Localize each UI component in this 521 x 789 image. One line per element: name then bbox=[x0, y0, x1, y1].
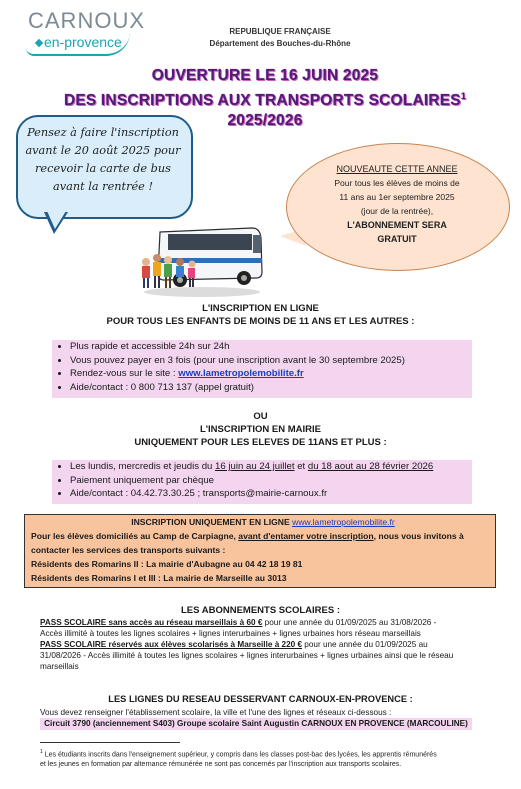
news-line2: 11 ans au 1er septembre 2025 bbox=[339, 192, 455, 202]
pass1-label: PASS SCOLAIRE sans accès au réseau marseillais à 60 € bbox=[40, 618, 263, 627]
mairie-list bbox=[52, 460, 472, 501]
period1: 16 juin au 24 juillet bbox=[215, 461, 295, 472]
reminder-text bbox=[22, 124, 184, 196]
pass1-line bbox=[40, 617, 490, 628]
carnoux-logo bbox=[24, 8, 146, 58]
list-item: • Vous pouvez payer en 3 fois (pour une inscription avant le 30 septembre 2025) bbox=[70, 354, 472, 368]
site-label: Rendez-vous sur le site : bbox=[70, 368, 179, 379]
pass2-text: pour une année du 01/09/2025 au bbox=[302, 640, 428, 649]
title-line2-text: DES INSCRIPTIONS AUX TRANSPORTS SCOLAIRES bbox=[63, 92, 461, 110]
list-item bbox=[70, 367, 472, 381]
news-heading: NOUVEAUTE CETTE ANNEE bbox=[336, 164, 458, 174]
department-label: Département des Bouches-du-Rhône bbox=[209, 39, 351, 48]
carpiagne-a: Pour les élèves domiciliés au Camp de Carpiagne, bbox=[31, 531, 239, 541]
title-line1: OUVERTURE LE 16 JUIN 2025 bbox=[151, 67, 379, 84]
list-item: • Aide/contact : 04.42.73.30.25 ; transports@mairie-carnoux.fr bbox=[70, 487, 472, 501]
mairie-title2: UNIQUEMENT POUR LES ELEVES DE 11ANS ET PLUS : bbox=[134, 437, 387, 448]
footnote-divider bbox=[40, 742, 180, 743]
days-text: Les lundis, mercredis et jeudis du bbox=[70, 461, 216, 472]
online-list-box bbox=[52, 340, 472, 398]
reminder-line1: Pensez à faire l'inscription bbox=[27, 126, 179, 139]
online-only-link[interactable]: www.lametropolemobilite.fr bbox=[292, 517, 395, 527]
online-title1: L'INSCRIPTION EN LIGNE bbox=[202, 303, 319, 314]
reminder-line2: avant le 20 août 2025 pour bbox=[25, 144, 181, 157]
mairie-title1: L'INSCRIPTION EN MAIRIE bbox=[199, 424, 321, 435]
online-section-title bbox=[0, 302, 521, 328]
news-text bbox=[312, 162, 482, 246]
school-bus-icon bbox=[140, 218, 265, 298]
list-item: • Aide/contact : 0 800 713 137 (appel gratuit) bbox=[70, 381, 472, 395]
carpiagne-line bbox=[25, 529, 495, 543]
title-line3: 2025/2026 bbox=[227, 112, 303, 130]
reseau-title: LES LIGNES DU RESEAU DESSERVANT CARNOUX-EN-PROVENCE : bbox=[108, 694, 413, 704]
title-footnote-mark: 1 bbox=[460, 91, 467, 101]
and-text: et bbox=[294, 461, 308, 472]
logo-main-text: CARNOUX bbox=[28, 8, 146, 33]
pass1-text2: Accès illimité à toutes les lignes scolaires + lignes interurbaines + lignes urbaines hors réseau marseillais bbox=[40, 629, 421, 638]
news-line5: GRATUIT bbox=[377, 234, 417, 244]
mairie-section-title bbox=[0, 410, 521, 449]
reminder-bubble-tail-inner bbox=[47, 211, 66, 229]
romarins-1-3-line: Résidents des Romarins I et III : La mairie de Marseille au 3013 bbox=[31, 573, 287, 583]
news-line4: L'ABONNEMENT SERA bbox=[347, 220, 447, 230]
footnote-line1 bbox=[40, 747, 500, 760]
reseau-text: Vous devez renseigner l'établissement scolaire, la ville et l'une des lignes et réseaux ci-dessous : bbox=[40, 708, 392, 717]
pass2-text2: 31/08/2026 - Accès illimité à toutes les lignes scolaires + lignes interurbaines + lignes urbaines ainsi que le réseau bbox=[40, 651, 454, 660]
period2: du 18 aout au 28 février 2026 bbox=[307, 461, 434, 472]
title-line2 bbox=[20, 86, 510, 111]
contact-services-line: contacter les services des transports suivants : bbox=[31, 545, 226, 555]
abonnements-text bbox=[40, 617, 490, 672]
circuit-line: Circuit 3790 (anciennement S403) Groupe scolaire Saint Augustin CARNOUX EN PROVENCE (MARCOULINE) bbox=[40, 718, 472, 730]
list-item: • Plus rapide et accessible 24h sur 24h bbox=[70, 340, 472, 354]
header-republic bbox=[150, 26, 410, 50]
footnote-text1: Les étudiants inscrits dans l'enseignement supérieur, y compris dans les classes post-bac des lycées, les apprentis rémunérés bbox=[42, 751, 437, 759]
mairie-list-box bbox=[52, 460, 472, 504]
pass2-line bbox=[40, 639, 490, 650]
list-item: • Paiement uniquement par chèque bbox=[70, 474, 472, 488]
or-label: OU bbox=[253, 411, 268, 422]
footnote-mark: 1 bbox=[40, 749, 43, 755]
abonnements-title: LES ABONNEMENTS SCOLAIRES : bbox=[180, 605, 341, 616]
online-only-box bbox=[24, 514, 496, 588]
pass2-text3: marseillais bbox=[40, 662, 79, 671]
republic-label: REPUBLIQUE FRANÇAISE bbox=[229, 27, 331, 36]
reminder-line4: avant la rentrée ! bbox=[52, 180, 153, 193]
news-line1: Pour tous les élèves de moins de bbox=[334, 178, 460, 188]
online-title2: POUR TOUS LES ENFANTS DE MOINS DE 11 ANS ET LES AUTRES : bbox=[106, 316, 415, 327]
online-only-label: INSCRIPTION UNIQUEMENT EN LIGNE bbox=[131, 517, 293, 527]
online-only-title bbox=[25, 515, 495, 529]
reminder-line3: recevoir la carte de bus bbox=[35, 162, 171, 175]
list-item bbox=[70, 460, 472, 474]
logo-sub-text: en-provence bbox=[44, 34, 122, 50]
online-list bbox=[52, 340, 472, 394]
news-line3: (jour de la rentrée), bbox=[360, 206, 434, 216]
footnote bbox=[40, 747, 500, 770]
pass1-text: pour une année du 01/09/2025 au 31/08/2026 - bbox=[262, 618, 437, 627]
romarins-2-line: Résidents des Romarins II : La mairie d'Aubagne au 04 42 18 19 81 bbox=[31, 559, 303, 569]
carpiagne-c: , nous vous invitons à bbox=[373, 531, 464, 541]
metropole-link[interactable]: www.lametropolemobilite.fr bbox=[178, 368, 304, 379]
carpiagne-b: avant d'entamer votre inscription bbox=[238, 531, 374, 541]
pass2-label: PASS SCOLAIRE réservés aux élèves scolarisés à Marseille à 220 € bbox=[40, 640, 303, 649]
footnote-line2: et les jeunes en formation par alternance rémunérée ne sont pas concernés par l'inscription aux transports scolaires. bbox=[40, 761, 402, 769]
